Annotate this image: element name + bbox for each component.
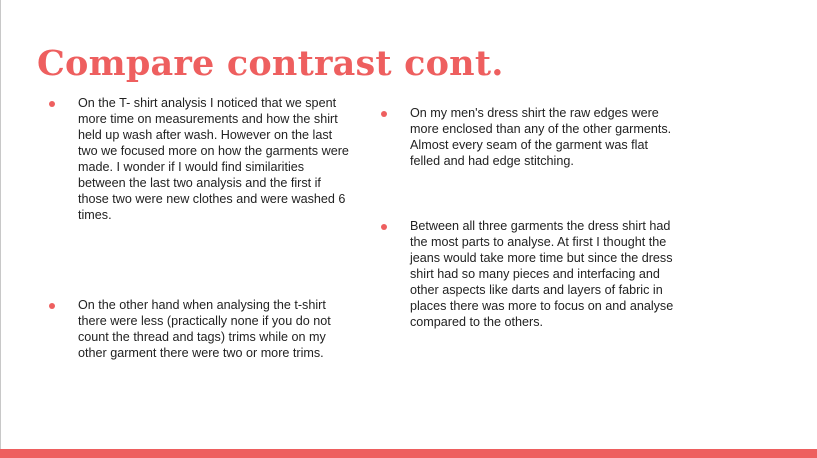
- bullet-dot-icon: [381, 224, 387, 230]
- slide-bottom-accent-bar: [0, 449, 817, 458]
- bullet-text: On the T- shirt analysis I noticed that we spent more time on measurements and how the shirt held up wash after wash. However on the last two we focused more on how the garments were made. I wonder if I would find similarities between the last two analysis and the first if those two were new clothes and were washed 6 times.: [78, 96, 349, 222]
- bullet-item: [381, 218, 681, 330]
- bullet-dot-icon: [49, 101, 55, 107]
- slide-title: Compare contrast cont.: [37, 43, 504, 84]
- bullet-dot-icon: [381, 111, 387, 117]
- bullet-item: [49, 95, 349, 223]
- slide-left-border: [0, 0, 1, 449]
- bullet-dot-icon: [49, 303, 55, 309]
- bullet-item: [381, 105, 681, 169]
- bullet-text: On the other hand when analysing the t-shirt there were less (practically none if you do not count the thread and tags) trims while on my other garment there were two or more trims.: [78, 298, 331, 360]
- bullet-text: On my men's dress shirt the raw edges were more enclosed than any of the other garments. Almost every seam of the garment was flat felled and had edge stitching.: [410, 106, 672, 168]
- bullet-item: [49, 297, 349, 361]
- bullet-text: Between all three garments the dress shirt had the most parts to analyse. At first I thought the jeans would take more time but since the dress shirt had so many pieces and interfacing and other aspects like darts and layers of fabric in places there was more to focus on and analyse compared to the others.: [410, 219, 674, 329]
